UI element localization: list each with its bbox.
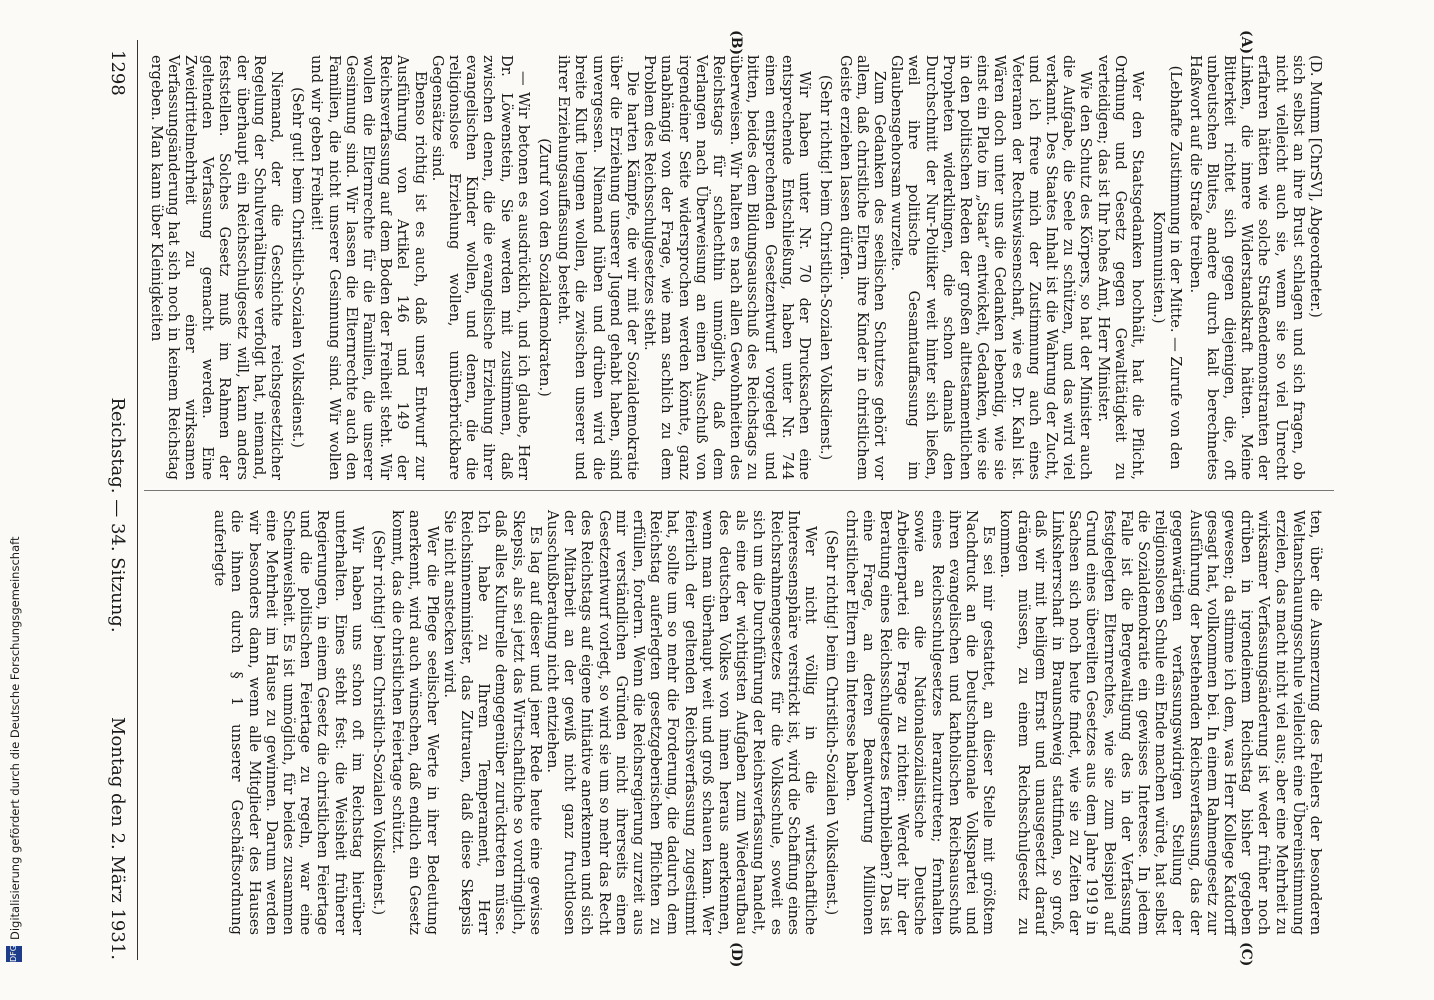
left-column-paragraph: Niemand, der die Geschichte reichsgesetzlicher Regelung der Schulverhältnisse verfolgt hat, niemand, der überhaupt ein Reichsschulgesetz will, kann anders feststellen. Solches Gesetz muß im Rahmen der geltenden Verfassung gemacht werden. Eine Zweidrittelmehrheit zu einer wirksamen Verfassungsänderung hat sich noch in keinem Reichstag ergeben. Man kann über Kleinigkeiten: [147, 55, 286, 480]
margin-mark-c: (C): [1238, 942, 1254, 967]
left-column-paragraph: Wer den Staatsgedanken hochhält, hat die Pflicht, Ordnung und Gesetz gegen Gewalttätigkeit zu verteidigen; das ist Ihr hohes Amt, Herr Minister.: [1094, 55, 1146, 480]
header-date: Montag den 2. März 1931.: [107, 717, 128, 960]
margin-mark-d: (D): [728, 942, 744, 968]
right-column-paragraph: Wer nicht völlig in die wirtschaftliche Interessensphäre verstrickt ist, wird die Schaffung eines Reichsrahmengesetzes für die Volksschule, soweit es sich um die Durchführung der Reichsverfassung handelt, als eine der wichtigsten Aufgaben zum Wiederaufbau des deutschen Volkes von innen heraus anerkennen, wenn man überhaupt weit und groß schauen kann. Wer feierlich der geltenden Reichsverfassung zugestimmt hat, sollte um so mehr die Forderung, die dadurch dem Reichstag auferlegten gesetzgeberischen Pflichten zu erfüllen, fordern. Wenn die Reichsregierung zurzeit aus mir verständlichen Gründen nicht ihrerseits einen Gesetzentwurf vorlegt, so wird sie um so mehr das Recht des Reichstags auf eigene Initiative anerkennen und sich der Mitarbeit an der gewiß nicht ganz fruchtlosen Ausschußberatung nicht entziehen.: [544, 510, 820, 935]
right-column-paragraph: (Sehr richtig! beim Christlich-Sozialen Volksdienst.): [370, 529, 388, 916]
right-column-paragraph: Wer die Pflege seelischer Werte in ihrer Bedeutung anerkennt, wird auch wünschen, daß endlich ein Gesetz kommt, das die christlichen Feiertage schützt.: [389, 510, 441, 935]
right-column-paragraph: (Sehr richtig! beim Christlich-Sozialen Volksdienst.): [823, 529, 841, 916]
left-column-paragraph: Ebenso richtig ist es auch, daß unser Entwurf zur Ausführung von Artikel 146 und 149 der Reichsverfassung auf dem Boden der Freiheit steht. Wir wollen die Elternrechte für die Familien, die unserer Gesinnung sind. Wir lassen die Elternrechte auch den Familien, die nicht unserer Gesinnung sind. Wir wollen und wir geben Freiheit!: [308, 55, 429, 480]
margin-mark-b: (B): [728, 30, 744, 56]
left-column-paragraph: (Lebhafte Zustimmung in der Mitte. — Zurufe von den Kommunisten.): [1150, 65, 1185, 470]
left-column-paragraph: Die harten Kämpfe, die wir mit der Sozialdemokratie über die Erziehung unserer Jugend gehabt haben, sind unvergessen. Niemand hüben und drüben wird die breite Kluft leugnen wollen, die zwischen unserer und ihrer Erziehungsauffassung besteht.: [555, 55, 642, 480]
left-text-column: [147, 55, 1324, 480]
left-column-paragraph: sich selbst an ihre Brust schlagen und sich fragen, ob nicht vielleicht auch sie, wenn sie so viel Unrecht erfahren hätten wie solche Straßendemonstranten der Linken, die innere Widerstandskraft hätten. Meine Bitterkeit richtet sich gegen diejenigen, die, oft unbeutschen Blutes, andere durch kalt berechnetes Haßwort auf die Straße treiben.: [1186, 55, 1307, 480]
dfg-logo: DFG: [6, 946, 22, 962]
left-column-paragraph: (Sehr richtig! beim Christlich-Sozialen Volksdienst.): [817, 74, 835, 461]
left-column-paragraph: Wir haben unter Nr. 70 der Drucksachen eine entsprechende Entschließung, haben unter Nr. 744 einen entsprechenden Gesetzentwurf vorgelegt und bitten, beides dem Bildungsausschuß des Reichstags zu überweisen. Wir halten es nach allen Gewohnheiten des Reichstags für schlechthin unmöglich, daß dem Verlangen nach Überweisung an einen Ausschuß von irgendeiner Seite widersprochen werden könnte, ganz unabhängig von der Frage, wie man sachlich zu dem Problem des Reichsschulgesetzes steht.: [641, 55, 814, 480]
right-column-paragraph: Es lag auf dieser und jener Rede heute eine gewisse Skepsis, als sei jetzt das Wirtschaftliche so vordringlich, daß alles Kulturelle demgegenüber zurücktreten müsse. Ich habe zu Ihrem Temperament, Herr Reichsinnenminister, das Zutrauen, daß diese Skepsis Sie nicht anstecken wird.: [440, 510, 544, 935]
header-rule: [137, 40, 138, 960]
page-header: [92, 0, 132, 1000]
left-column-paragraph: Wie den Schutz des Körpers, so hat der Minister auch die Aufgabe, die Seele zu schützen, und das wird viel verkannt. Des Staates Inhalt ist die Wahrung der Zucht, und ich freue mich der Zustimmung auch eines Veteranen der Rechtswissenschaft, wie es Dr. Kahl ist. Wären doch unter uns die Gedanken lebendig, wie sie einst ein Plato im „Staat“ entwickelt, Gedanken, wie sie in den politischen Reden der großen alttestamentlichen Propheten widerklingen, die schon damals den Durchschnitt der Nur-Politiker weit hinter sich ließen, weil ihre politische Gesamtauffassung im Glaubensgehorsam wurzelte.: [888, 55, 1095, 480]
left-column-paragraph: Zum Gedanken des seelischen Schutzes gehört vor allem, daß christliche Eltern ihre Kinder in christlichem Geiste erziehen lassen dürfen.: [836, 55, 888, 480]
left-column-paragraph: (D. Mumm [ChrSV], Abgeordneter.): [1307, 55, 1324, 318]
digitization-footnote: Digitalisierung gefördert durch die Deutsche Forschungsgemeinschaft: [8, 536, 22, 940]
left-column-paragraph: (Sehr gut! beim Christlich-Sozialen Volksdienst.): [289, 87, 307, 448]
right-text-column: [211, 510, 1324, 935]
column-divider: [144, 490, 1334, 491]
header-title: Reichstag. — 34. Sitzung.: [107, 397, 128, 633]
right-column-paragraph: Es sei mir gestattet, an dieser Stelle mit größtem Nachdruck an die Deutschnationale Volkspartei und ihren evangelischen und katholischen Reichsausschuß eines Reichsschulgesetzes heranzutreten; fernhalten sowie an die Nationalsozialistische Deutsche Arbeiterpartei die Frage zu richten: Werdet ihr der Beratung eines Reichsschulgesetzes fernbleiben? Das ist eine Frage, an deren Beantwortung Millionen christlicher Eltern ein Interesse haben.: [842, 510, 998, 935]
footer-strip: [0, 0, 24, 1000]
left-column-paragraph: — Wir betonen es ausdrücklich, und ich glaube, Herr Dr. Löwenstein, Sie werden mit zustimmen, daß zwischen denen, die die evangelische Erziehung ihrer evangelischen Kinder wollen, und denen, die die religionslose Erziehung wollen, unüberbrückbare Gegensätze sind.: [428, 55, 532, 480]
right-column-paragraph: Wir haben uns schon oft im Reichstag hierüber unterhalten. Eines steht fest: die Weisheit früherer Regierungen, in einem Gesetz die christlichen Feiertage und die politischen Feiertage zu regeln, war eine Scheinweisheit. Es ist unmöglich, für beides zusammen eine Mehrheit im Hause zu gewinnen. Darum werden wir besonders dann, wenn alle Mitglieder des Hauses die ihnen durch § 1 unserer Geschäftsordnung auferlegte: [211, 510, 366, 935]
margin-mark-a: (A): [1238, 30, 1254, 55]
right-column-paragraph: ten, über die Ausmerzung des Fehlers der besonderen Weltanschauungsschule vielleicht eine Übereinstimmung erzielen, das macht nicht viel aus; aber eine Mehrheit zu wirksamer Verfassungsänderung ist weder früher noch drüben in irgendeinem Reichstag bisher gegeben gewesen; da stimme ich dem, was Herr Kollege Katdorff gesagt hat, vollkommen bei. In einem Rahmengesetz zur Ausführung der bestehenden Reichsverfassung, das der gegenwärtigen verfassungswidrigen Stellung der religionslosen Schule ein Ende machen würde, hat selbst die Sozialdemokratie ein gewisses Interesse. In jedem Falle ist die Bergewaltigung des in der Verfassung festgelegten Elternrechtes, wie sie zum Beispiel auf Grund eines übereilten Gesetzes aus dem Jahre 1919 in Sachsen sich noch heute findet, wie sie zu Zeiten der Linksherrschaft in Braunschweig stattfinden, so groß, daß wir mit heiligem Ernst und unausgesetzt darauf drängen müssen, zu einem Reichsschulgesetz zu kommen.: [997, 510, 1324, 935]
left-column-paragraph: (Zuruf von den Sozialdemokraten.): [536, 138, 554, 397]
page-number: 1298: [107, 50, 128, 96]
